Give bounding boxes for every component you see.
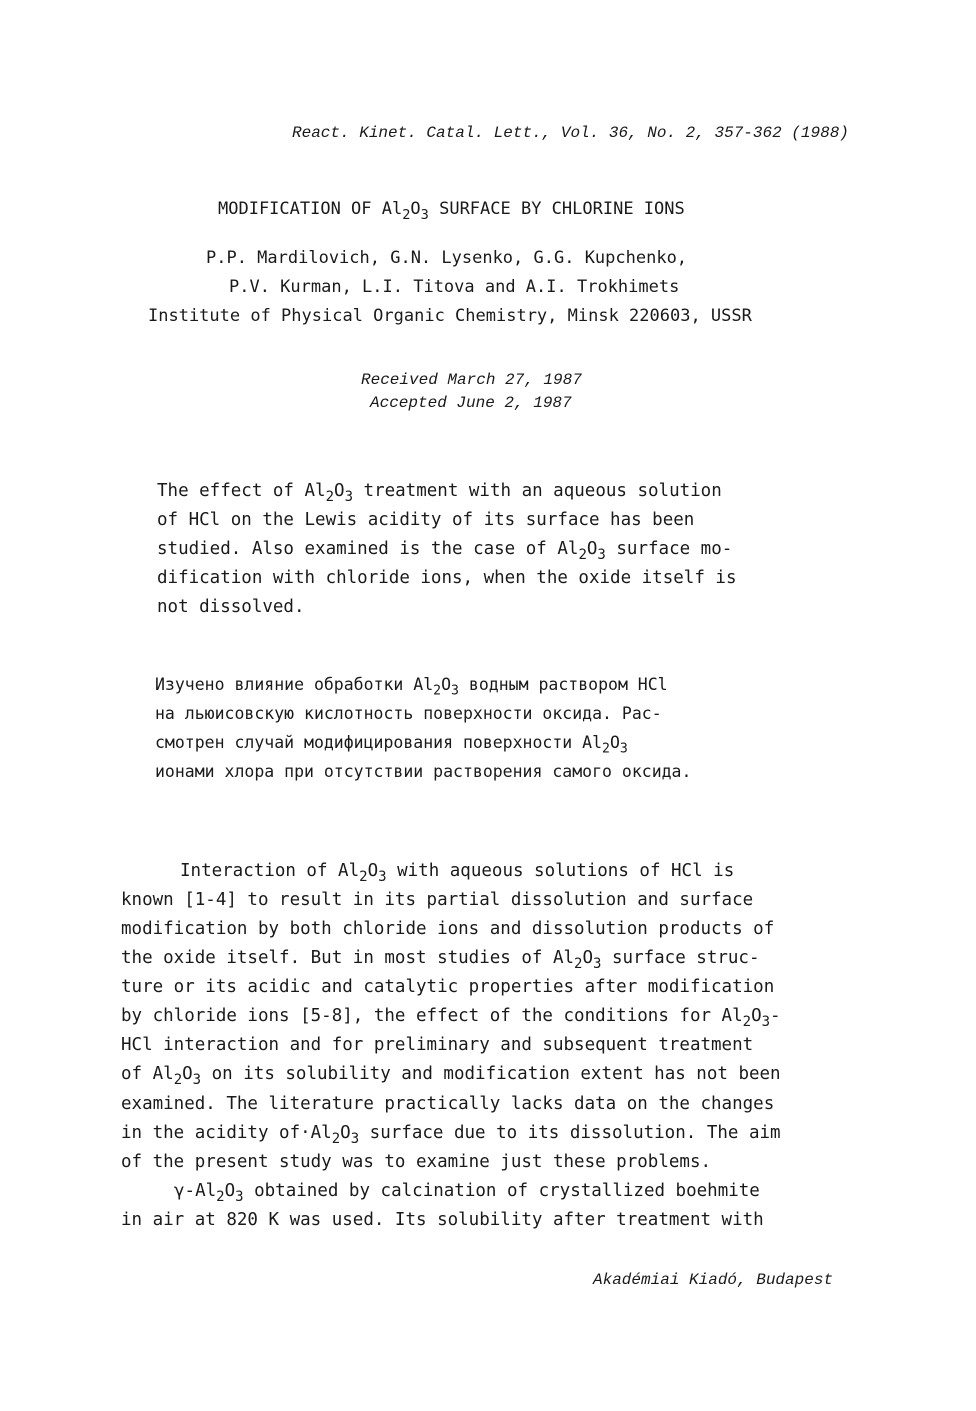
body-line: ture or its acidic and catalytic properties after modification bbox=[121, 977, 775, 997]
body-line: the oxide itself. But in most studies of $Al_2O_3$ surface struc- bbox=[121, 948, 760, 972]
accepted-date: Accepted June 2, 1987 bbox=[370, 394, 572, 412]
body-line: by chloride ions [5-8], the effect of the conditions for $Al_2O_3-$ bbox=[121, 1006, 781, 1030]
abstract-en-line: of HCl on the Lewis acidity of its surface has been bbox=[157, 510, 695, 530]
abstract-en-line: The effect of $Al_2O_3$ treatment with an aqueous solution bbox=[157, 481, 722, 505]
abstract-ru-line: на льюисовскую кислотность поверхности оксида. Рас- bbox=[155, 704, 662, 723]
abstract-en-line: not dissolved. bbox=[157, 597, 305, 617]
body-line: known [1-4] to result in its partial dissolution and surface bbox=[121, 890, 754, 910]
body-line: Interaction of $Al_2O_3$ with aqueous solutions of HCl is bbox=[180, 861, 735, 885]
abstract-ru-line: Изучено влияние обработки $Al_2O_3$ водным раствором HCl bbox=[155, 675, 668, 699]
paper-title: MODIFICATION OF $Al_2O_3$ SURFACE BY CHLORINE IONS bbox=[218, 199, 685, 223]
abstract-ru-line: ионами хлора при отсутствии растворения самого оксида. bbox=[155, 762, 692, 781]
received-date: Received March 27, 1987 bbox=[361, 371, 582, 389]
affiliation: Institute of Physical Organic Chemistry, Minsk 220603, USSR bbox=[148, 306, 752, 326]
body-line: of $Al_2O_3$ on its solubility and modification extent has not been bbox=[121, 1064, 781, 1088]
abstract-en-line: dification with chloride ions, when the oxide itself is bbox=[157, 568, 737, 588]
body-line: HCl interaction and for preliminary and subsequent treatment bbox=[121, 1035, 754, 1055]
publisher: Akadémiai Kiadó, Budapest bbox=[593, 1271, 834, 1289]
body-line: of the present study was to examine just these problems. bbox=[121, 1152, 712, 1172]
abstract-en-line: studied. Also examined is the case of $Al_2O_3$ surface mo- bbox=[157, 539, 733, 563]
body-line: in air at 820 K was used. Its solubility after treatment with bbox=[121, 1210, 764, 1230]
authors-line-2: P.V. Kurman, L.I. Titova and A.I. Trokhimets bbox=[229, 277, 680, 297]
body-line: in the acidity $of\cdot Al_2O_3$ surface due to its dissolution. The aim bbox=[121, 1123, 781, 1147]
body-line: modification by both chloride ions and dissolution products of bbox=[121, 919, 775, 939]
abstract-ru-line: смотрен случай модифицирования поверхности $Al_2O_3$ bbox=[155, 733, 628, 757]
journal-reference: React. Kinet. Catal. Lett., Vol. 36, No. 2, 357-362 (1988) bbox=[292, 124, 849, 142]
authors-line-1: P.P. Mardilovich, G.N. Lysenko, G.G. Kupchenko, bbox=[206, 248, 688, 268]
body-line: examined. The literature practically lacks data on the changes bbox=[121, 1094, 775, 1114]
body-line: $\gamma-Al_2O_3$ obtained by calcination of crystallized boehmite bbox=[174, 1181, 760, 1205]
